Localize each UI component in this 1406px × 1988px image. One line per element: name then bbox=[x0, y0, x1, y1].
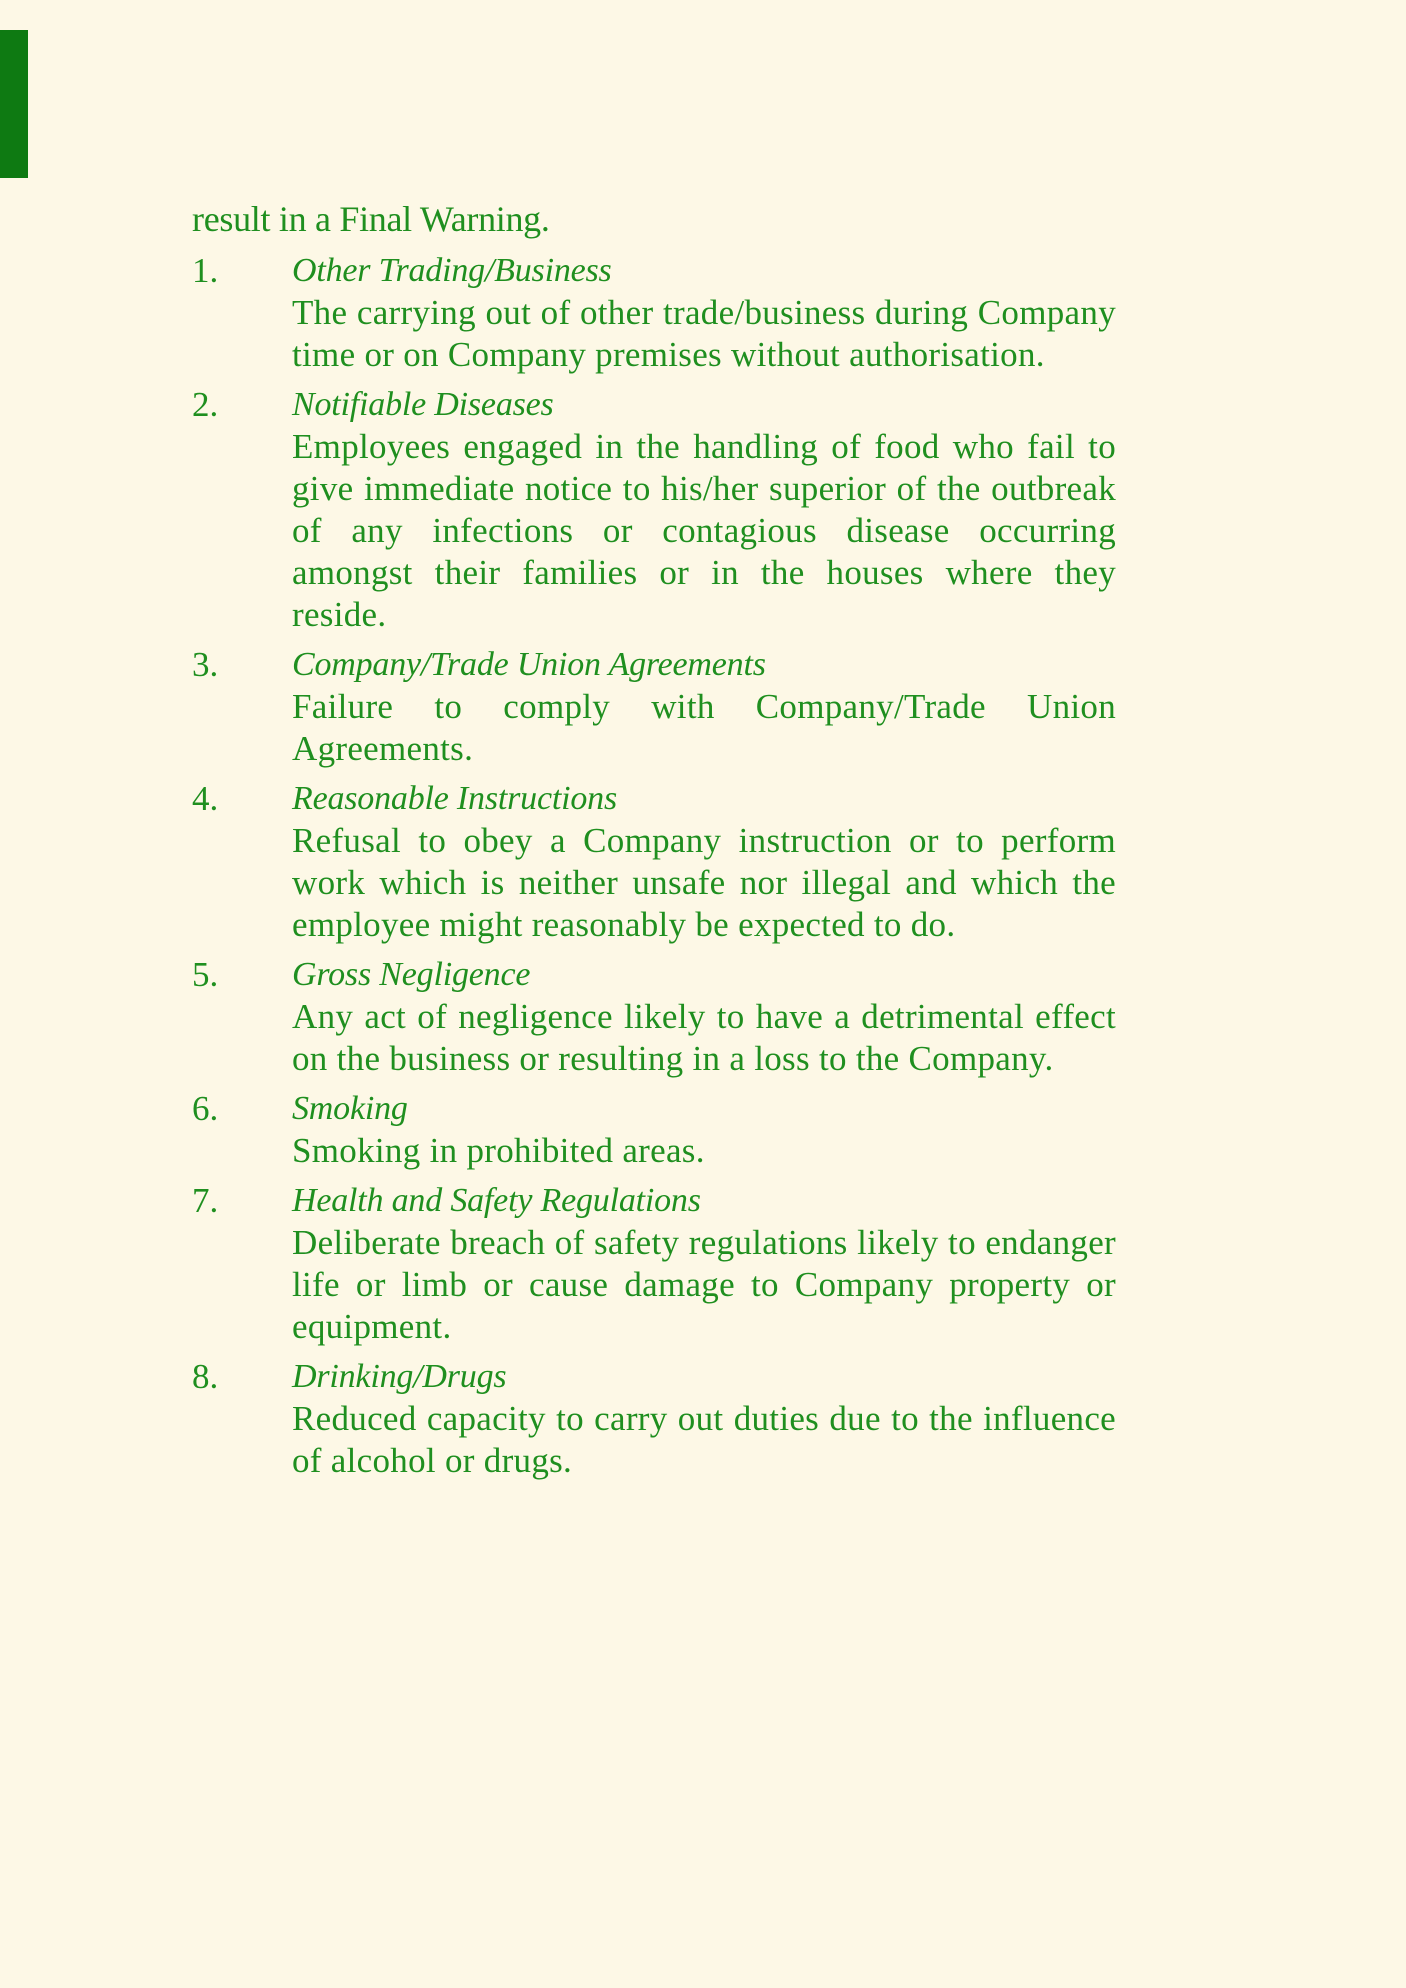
item-description: Smoking in prohibited areas. bbox=[292, 1131, 705, 1170]
item-title: Company/Trade Union Agreements bbox=[292, 646, 766, 683]
item-title: Drinking/Drugs bbox=[292, 1358, 507, 1395]
item-number: 8. bbox=[192, 1357, 219, 1396]
item-title: Smoking bbox=[292, 1090, 408, 1127]
item-number: 5. bbox=[192, 955, 219, 994]
item-title: Health and Safety Regulations bbox=[292, 1182, 701, 1219]
item-description: Any act of negligence likely to have a detrimental effect on the business or resulting in a loss to the Company. bbox=[292, 997, 1116, 1078]
item-title: Reasonable Instructions bbox=[292, 780, 617, 817]
list-item bbox=[192, 1088, 1116, 1172]
item-number: 4. bbox=[192, 779, 219, 818]
item-number: 6. bbox=[192, 1089, 219, 1128]
document-page bbox=[192, 198, 1116, 1490]
list-item bbox=[192, 1180, 1116, 1348]
item-description: The carrying out of other trade/business during Company time or on Company premises without authorisation. bbox=[292, 293, 1116, 374]
item-description: Failure to comply with Company/Trade Union Agreements. bbox=[292, 687, 1116, 768]
item-number: 1. bbox=[192, 251, 219, 290]
item-title: Other Trading/Business bbox=[292, 252, 612, 289]
page-edge-tab bbox=[0, 30, 28, 178]
list-item bbox=[192, 644, 1116, 770]
list-item bbox=[192, 778, 1116, 946]
item-number: 3. bbox=[192, 645, 219, 684]
item-description: Employees engaged in the handling of food who fail to give immediate notice to his/her superior of the outbreak of any infections or contagious disease occurring amongst their families or in the houses where they reside. bbox=[292, 427, 1116, 634]
item-description: Refusal to obey a Company instruction or to perform work which is neither unsafe nor illegal and which the employee might reasonably be expected to do. bbox=[292, 821, 1116, 944]
item-title: Notifiable Diseases bbox=[292, 386, 554, 423]
item-title: Gross Negligence bbox=[292, 956, 531, 993]
list-item bbox=[192, 250, 1116, 376]
list-item bbox=[192, 1356, 1116, 1482]
item-description: Reduced capacity to carry out duties due to the influence of alcohol or drugs. bbox=[292, 1399, 1116, 1480]
item-number: 2. bbox=[192, 385, 219, 424]
item-description: Deliberate breach of safety regulations likely to endanger life or limb or cause damage to Company property or equipment. bbox=[292, 1223, 1116, 1346]
list-item bbox=[192, 954, 1116, 1080]
intro-text: result in a Final Warning. bbox=[192, 199, 550, 239]
list-item bbox=[192, 384, 1116, 636]
item-number: 7. bbox=[192, 1181, 219, 1220]
